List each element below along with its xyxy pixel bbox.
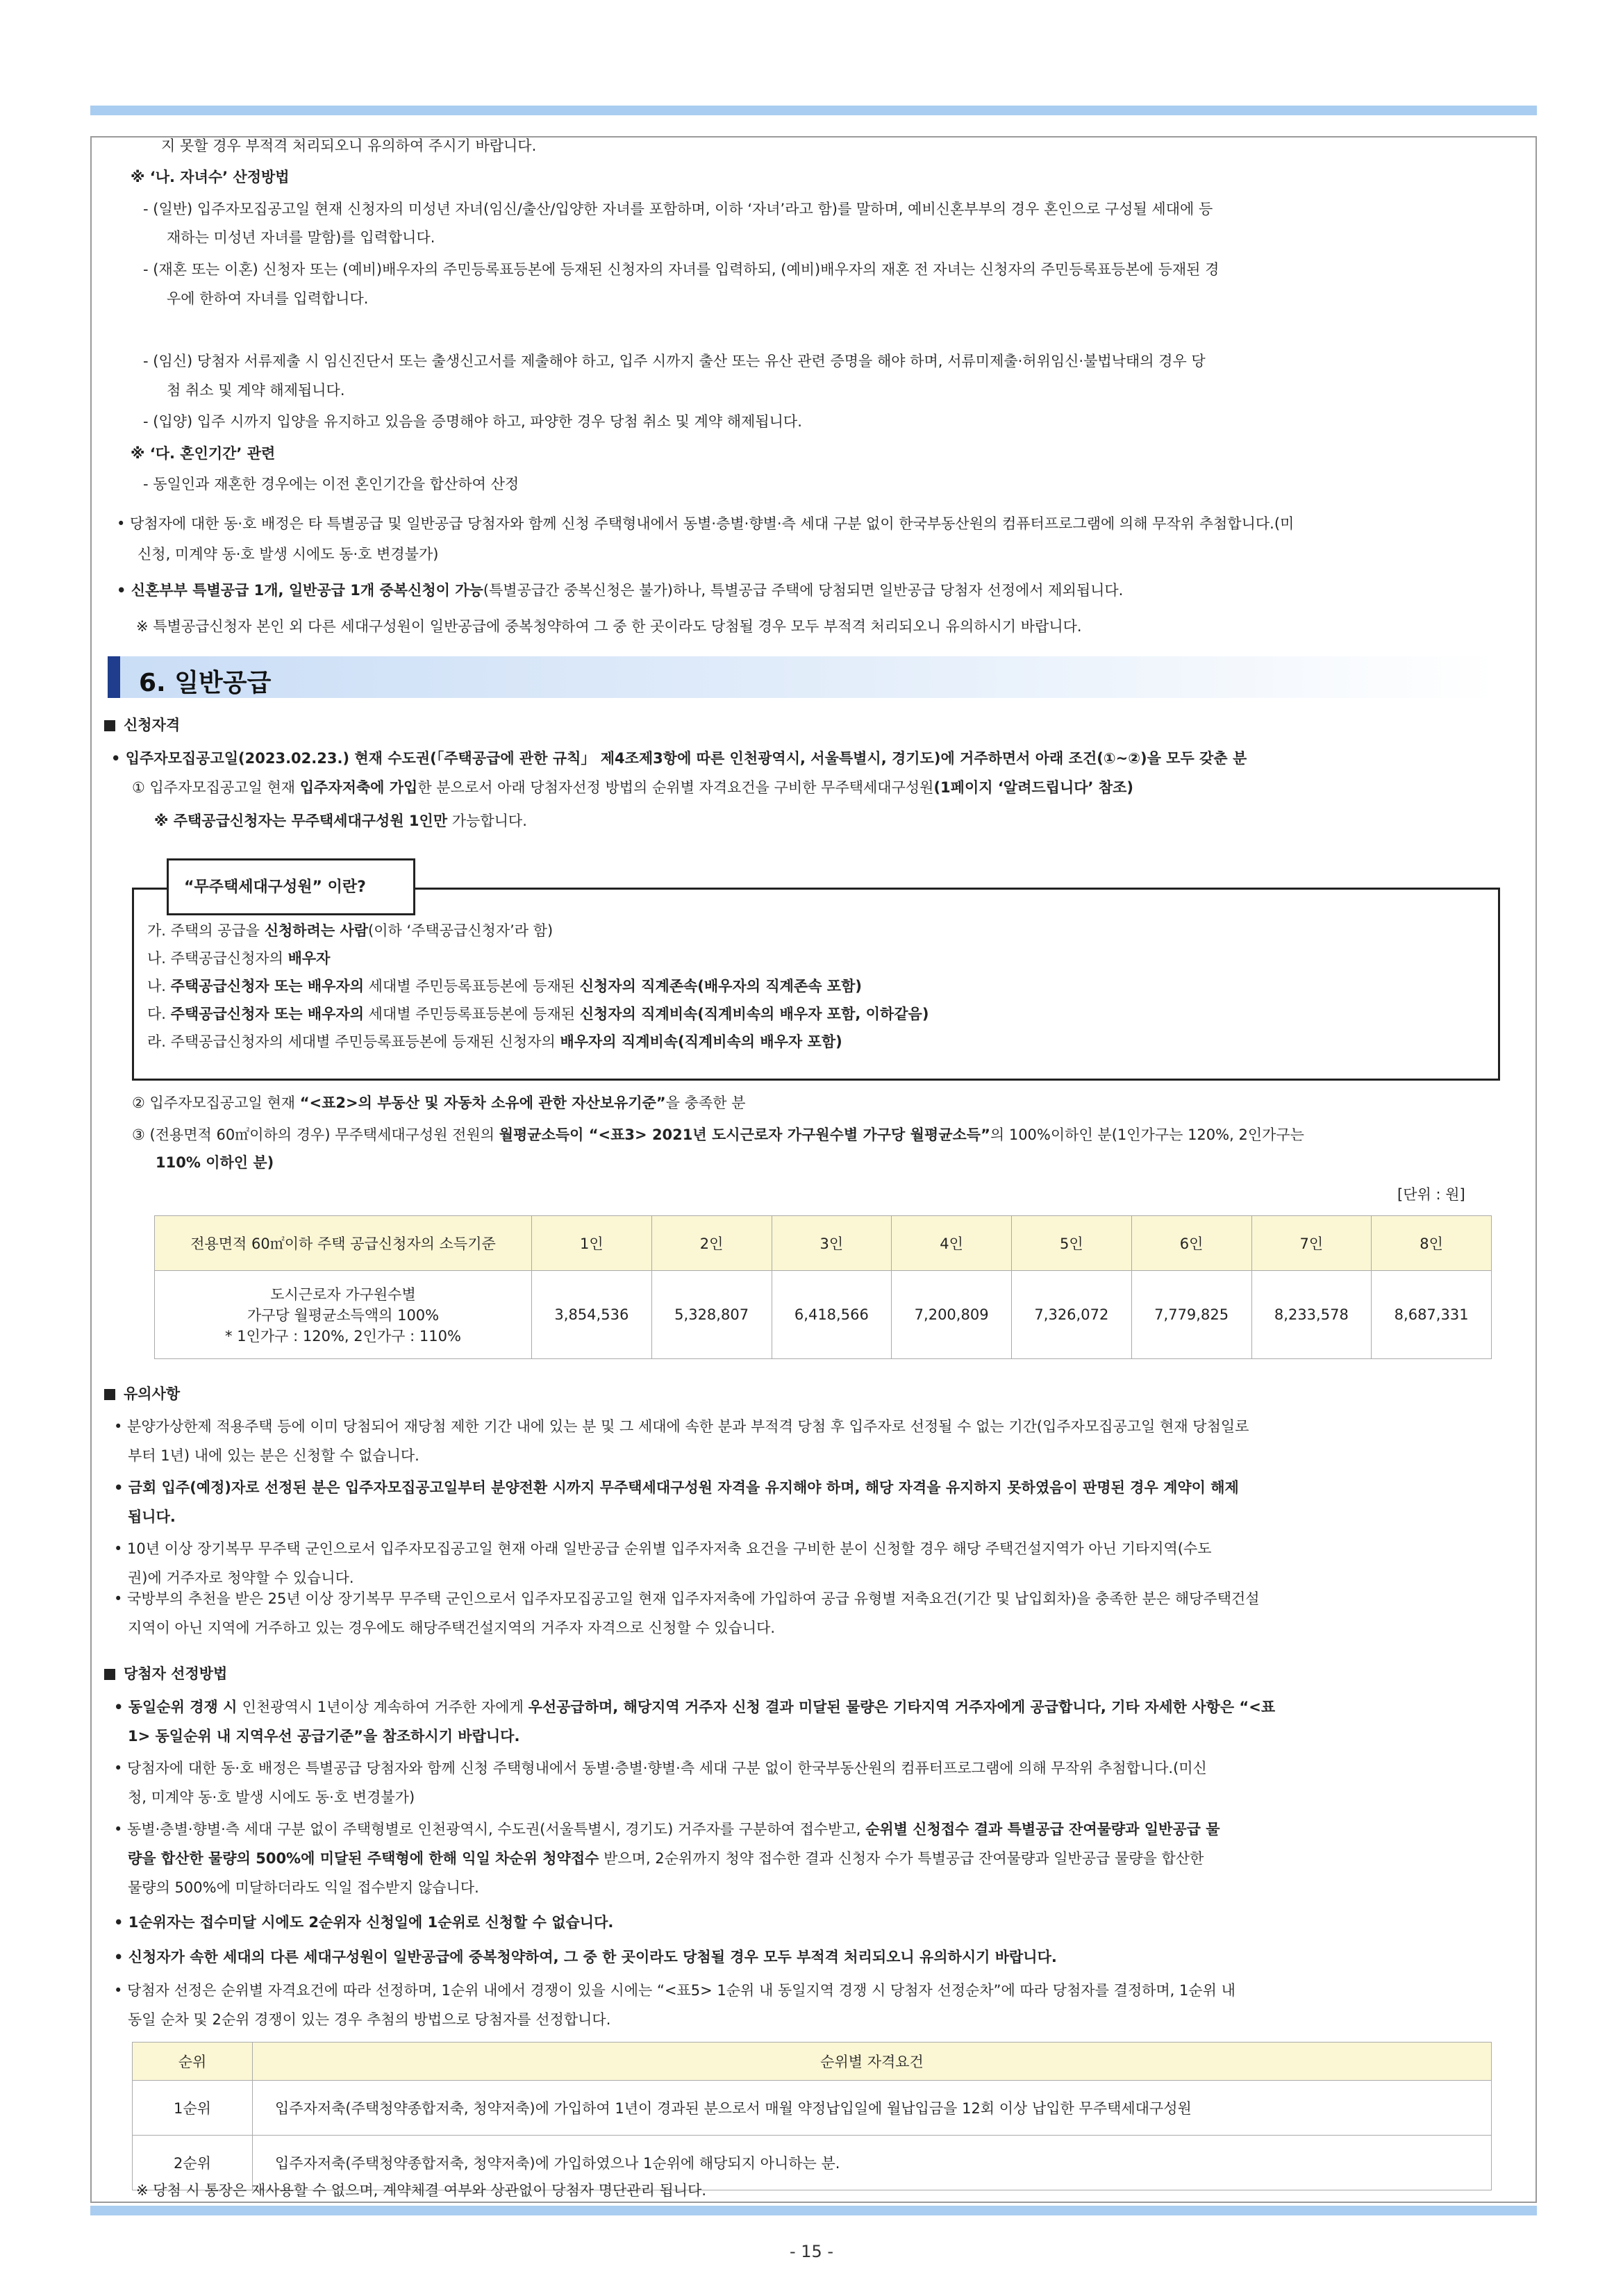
table-header: 순위별 자격요건 (253, 2043, 1492, 2081)
text-line (132, 779, 1133, 797)
text-line: • 1순위자는 접수미달 시에도 2순위자 신청일에 1순위로 신청할 수 없습니다. (114, 1914, 614, 1931)
text-bold: 신청자의 직계비속(직계비속의 배우자 포함, 이하같음) (579, 1006, 929, 1022)
subsection-heading (104, 1386, 180, 1403)
bottom-decor-bar (90, 2206, 1537, 2215)
row-label-line: * 1인가구 : 120%, 2인가구 : 110% (225, 1328, 461, 1345)
text-bold: 입주자저축에 가입 (299, 779, 418, 796)
text-line: 1> 동일순위 내 지역우선 공급기준”을 참조하시기 바랍니다. (128, 1728, 520, 1745)
text-span: 한 분으로서 아래 당첨자선정 방법의 순위별 자격요건을 구비한 무주택세대구성원 (417, 779, 934, 796)
text-line: 권)에 거주자로 청약할 수 있습니다. (128, 1570, 354, 1586)
text-line: - (일반) 입주자모집공고일 현재 신청자의 미성년 자녀(임신/출산/입양한 자녀를 포함하며, 이하 ‘자녀’라고 함)를 말하며, 예비신혼부부의 경우 혼인으로 구성될 세대에 등 (143, 201, 1213, 217)
text-line: • 분양가상한제 적용주택 등에 이미 당첨되어 재당첨 제한 기간 내에 있는 분 및 그 세대에 속한 분과 부적격 당첨 후 입주자로 선정될 수 없는 기간(입주자모집공고일 현재 당첨일로 (114, 1418, 1249, 1435)
subsection-heading (104, 1665, 227, 1683)
text-line (147, 978, 862, 995)
row-label-line: 가구당 월평균소득액의 100% (247, 1307, 440, 1324)
text-bold: 월평균소득이 “<표3> 2021년 도시근로자 가구원수별 가구당 월평균소득” (499, 1126, 990, 1143)
text-line: 110% 이하인 분) (156, 1154, 274, 1171)
requirement-cell: 입주자저축(주택청약종합저축, 청약저축)에 가입하였으나 1순위에 해당되지 아니하는 분. (253, 2136, 1492, 2190)
text-line: - (입양) 입주 시까지 입양을 유지하고 있음을 증명해야 하고, 파양한 경우 당첨 취소 및 계약 해제됩니다. (143, 413, 802, 430)
text-line: • 신청자가 속한 세대의 다른 세대구성원이 일반공급에 중복청약하여, 그 중 한 곳이라도 당첨될 경우 모두 부적격 처리되오니 유의하시기 바랍니다. (114, 1949, 1057, 1965)
table-header: 1인 (532, 1216, 652, 1271)
section-title-text: 6. 일반공급 (139, 669, 272, 697)
text-span: ② 입주자모집공고일 현재 (132, 1095, 300, 1111)
definition-box-title: “무주택세대구성원” 이란? (167, 858, 415, 915)
text-span: 가. 주택의 공급을 (147, 922, 265, 939)
page-number: - 15 - (789, 2242, 834, 2261)
note-heading: ※ ‘다. 혼인기간’ 관련 (131, 445, 276, 462)
table-row (133, 2081, 1492, 2136)
text-span: 다. (147, 1006, 171, 1022)
note-heading: ※ ‘나. 자녀수’ 산정방법 (131, 169, 290, 185)
text-line (147, 1033, 842, 1051)
text-line: - 동일인과 재혼한 경우에는 이전 혼인기간을 합산하여 산정 (143, 476, 519, 492)
table-header: 8인 (1372, 1216, 1492, 1271)
text-bold: 신청하려는 사람 (264, 922, 369, 939)
text-line: 됩니다. (128, 1508, 176, 1525)
text-span: 세대별 주민등록표등본에 등재된 (363, 1006, 580, 1022)
table-header: 5인 (1012, 1216, 1132, 1271)
text-line: 동일 순차 및 2순위 경쟁이 있는 경우 추첨의 방법으로 당첨자를 선정합니다. (128, 2011, 611, 2028)
table-header: 전용면적 60㎡이하 주택 공급신청자의 소득기준 (155, 1216, 532, 1271)
table-cell: 6,418,566 (772, 1271, 892, 1359)
text-line (132, 1095, 746, 1112)
text-bold: 우선공급하며, 해당지역 거주자 신청 결과 미달된 물량은 기타지역 거주자에게 공급합니다, 기타 자세한 사항은 “<표 (528, 1699, 1276, 1715)
subsection-heading (104, 717, 180, 734)
text-span: (이하 ‘주택공급신청자’라 함) (368, 922, 554, 939)
text-line: ※ 특별공급신청자 본인 외 다른 세대구성원이 일반공급에 중복청약하여 그 중 한 곳이라도 당첨될 경우 모두 부적격 처리되오니 유의하시기 바랍니다. (136, 618, 1082, 635)
text-line: 청, 미계약 동·호 발생 시에도 동·호 변경불가) (128, 1789, 415, 1806)
footnote: ※ 당첨 시 통장은 재사용할 수 없으며, 계약체결 여부와 상관없이 당첨자 명단관리 됩니다. (136, 2182, 707, 2199)
text-line: 물량의 500%에 미달하더라도 익일 접수받지 않습니다. (128, 1879, 479, 1896)
table-cell: 7,326,072 (1012, 1271, 1132, 1359)
text-line (117, 582, 1123, 599)
top-decor-bar (90, 106, 1537, 115)
text-span: 을 충족한 분 (665, 1095, 746, 1111)
text-line (154, 813, 527, 830)
text-line: • 당첨자 선정은 순위별 자격요건에 따라 선정하며, 1순위 내에서 경쟁이 있을 시에는 “<표5> 1순위 내 동일지역 경쟁 시 당첨자 선정순차”에 따라 당첨자를 결정하며, 1순위 내 (114, 1982, 1235, 1999)
table-header: 3인 (772, 1216, 892, 1271)
text-line: 재하는 미성년 자녀를 말함)를 입력합니다. (167, 229, 435, 246)
text-bold: 주택공급신청자 또는 배우자의 (170, 1006, 364, 1022)
text-line: • 입주자모집공고일(2023.02.23.) 현재 수도권(「주택공급에 관한 규칙」 제4조제3항에 따른 인천광역시, 서울특별시, 경기도)에 거주하면서 아래 조건(①~②)을 모두 갖춘 분 (111, 750, 1247, 767)
rank-cell: 1순위 (133, 2081, 253, 2136)
text-span: ① 입주자모집공고일 현재 (132, 779, 300, 796)
table-header: 4인 (892, 1216, 1012, 1271)
text-span: 나. 주택공급신청자의 (147, 950, 288, 967)
text-line (132, 1126, 1304, 1144)
text-line (147, 950, 330, 967)
table-header: 순위 (133, 2043, 253, 2081)
unit-label: [단위 : 원] (1397, 1186, 1465, 1203)
text-span: 받으며, 2순위까지 청약 접수한 결과 신청자 수가 특별공급 잔여물량과 일반공급 물량을 합산한 (599, 1850, 1204, 1867)
text-span: 나. (147, 978, 171, 995)
text-bold: “<표2>의 부동산 및 자동차 소유에 관한 자산보유기준” (299, 1095, 666, 1111)
income-table (154, 1215, 1492, 1359)
text-line (147, 1006, 929, 1023)
text-line: 신청, 미계약 동·호 발생 시에도 동·호 변경불가) (138, 546, 439, 563)
square-bullet-icon (104, 1669, 115, 1680)
text-bold: • 신혼부부 특별공급 1개, 일반공급 1개 중복신청이 가능 (117, 582, 483, 599)
text-span: (특별공급간 중복신청은 불가)하나, 특별공급 주택에 당첨되면 일반공급 당첨자 선정에서 제외됩니다. (483, 582, 1124, 599)
section-title (108, 656, 1497, 698)
table-cell: 7,779,825 (1131, 1271, 1251, 1359)
text-bold: 량을 합산한 물량의 500%에 미달된 주택형에 한해 익일 차순위 청약접수 (128, 1850, 599, 1867)
text-line: 첨 취소 및 계약 해제됩니다. (167, 382, 345, 399)
table-cell: 8,687,331 (1372, 1271, 1492, 1359)
table-cell: 7,200,809 (892, 1271, 1012, 1359)
text-line (114, 1699, 1275, 1716)
text-line: 부터 1년) 내에 있는 분은 신청할 수 없습니다. (128, 1447, 419, 1464)
text-bold: (1페이지 ‘알려드립니다’ 참조) (933, 779, 1133, 796)
rank-table (132, 2042, 1492, 2190)
text-bold: 배우자의 직계비속(직계비속의 배우자 포함) (560, 1033, 842, 1050)
text-line: 지역이 아닌 지역에 거주하고 있는 경우에도 해당주택건설지역의 거주자 자격으로 신청할 수 있습니다. (128, 1620, 776, 1636)
row-label-cell (155, 1271, 532, 1359)
text-line: 우에 한하여 자녀를 입력합니다. (167, 290, 369, 307)
requirement-cell: 입주자저축(주택청약종합저축, 청약저축)에 가입하여 1년이 경과된 분으로서 매월 약정납입일에 월납입금을 12회 이상 납입한 무주택세대구성원 (253, 2081, 1492, 2136)
text-span: ③ (전용면적 60㎡이하의 경우) 무주택세대구성원 전원의 (132, 1126, 499, 1143)
text-span: 라. 주택공급신청자의 세대별 주민등록표등본에 등재된 신청자의 (147, 1033, 560, 1050)
table-cell: 3,854,536 (532, 1271, 652, 1359)
text-line: • 국방부의 추천을 받은 25년 이상 장기복무 무주택 군인으로서 입주자모집공고일 현재 입주자저축에 가입하여 공급 유형별 저축요건(기간 및 납입회차)을 충족한 분은 해당주택건설 (114, 1590, 1260, 1607)
text-bold: • 동일순위 경쟁 시 (114, 1699, 242, 1715)
text-line (147, 922, 553, 940)
table-header-row (155, 1216, 1492, 1271)
text-line: • 당첨자에 대한 동·호 배정은 타 특별공급 및 일반공급 당첨자와 함께 신청 주택형내에서 동별·층별·향별·측 세대 구분 없이 한국부동산원의 컴퓨터프로그램에 의해 무작위 추첨합니다.(미 (117, 515, 1295, 532)
text-line: 지 못할 경우 부적격 처리되오니 유의하여 주시기 바랍니다. (161, 138, 537, 154)
table-cell: 8,233,578 (1251, 1271, 1372, 1359)
text-line: • 당첨자에 대한 동·호 배정은 특별공급 당첨자와 함께 신청 주택형내에서 동별·층별·향별·측 세대 구분 없이 한국부동산원의 컴퓨터프로그램에 의해 무작위 추첨합니다.(미신 (114, 1760, 1207, 1777)
text-span: 인천광역시 1년이상 계속하여 거주한 자에게 (242, 1699, 528, 1715)
section-title-bar (108, 656, 120, 698)
text-line (128, 1850, 1204, 1867)
text-line: • 10년 이상 장기복무 무주택 군인으로서 입주자모집공고일 현재 아래 일반공급 순위별 입주자저축 요건을 구비한 분이 신청할 경우 해당 주택건설지역가 아닌 기타지역(수도 (114, 1540, 1212, 1557)
text-bold: 신청자의 직계존속(배우자의 직계존속 포함) (579, 978, 862, 995)
heading-text: 신청자격 (124, 717, 181, 733)
text-bold: 주택공급신청자 또는 배우자의 (170, 978, 364, 995)
text-line: - (재혼 또는 이혼) 신청자 또는 (예비)배우자의 주민등록표등본에 등재된 신청자의 자녀를 입력하되, (예비)배우자의 재혼 전 자녀는 신청자의 주민등록표등본에 등재된 경 (143, 261, 1220, 278)
table-header: 7인 (1251, 1216, 1372, 1271)
text-bold: 배우자 (288, 950, 331, 967)
heading-text: 당첨자 선정방법 (124, 1665, 228, 1682)
text-span: 세대별 주민등록표등본에 등재된 (363, 978, 580, 995)
square-bullet-icon (104, 720, 115, 731)
table-row (155, 1271, 1492, 1359)
row-label-line: 도시근로자 가구원수별 (270, 1286, 416, 1303)
text-bold: ※ 주택공급신청자는 무주택세대구성원 1인만 (154, 813, 448, 829)
table-header: 6인 (1131, 1216, 1251, 1271)
table-header: 2인 (651, 1216, 772, 1271)
text-bold: 순위별 신청접수 결과 특별공급 잔여물량과 일반공급 물 (865, 1821, 1220, 1838)
text-line: - (임신) 당첨자 서류제출 시 임신진단서 또는 출생신고서를 제출해야 하고, 입주 시까지 출산 또는 유산 관련 증명을 해야 하며, 서류미제출·허위임신·불법낙태의 경우 당 (143, 353, 1206, 369)
text-span: 가능합니다. (447, 813, 527, 829)
table-header-row (133, 2043, 1492, 2081)
text-span: 의 100%이하인 분(1인가구는 120%, 2인가구는 (990, 1126, 1304, 1143)
text-span: • 동별·층별·향별·측 세대 구분 없이 주택형별로 인천광역시, 수도권(서울특별시, 경기도) 거주자를 구분하여 접수받고, (114, 1821, 866, 1838)
square-bullet-icon (104, 1389, 115, 1400)
text-line: • 금회 입주(예정)자로 선정된 분은 입주자모집공고일부터 분양전환 시까지 무주택세대구성원 자격을 유지해야 하며, 해당 자격을 유지하지 못하였음이 판명된 경우 계약이 해제 (114, 1479, 1239, 1496)
table-cell: 5,328,807 (651, 1271, 772, 1359)
rank-cell: 2순위 (133, 2136, 253, 2190)
heading-text: 유의사항 (124, 1386, 181, 1402)
text-line (114, 1821, 1220, 1838)
